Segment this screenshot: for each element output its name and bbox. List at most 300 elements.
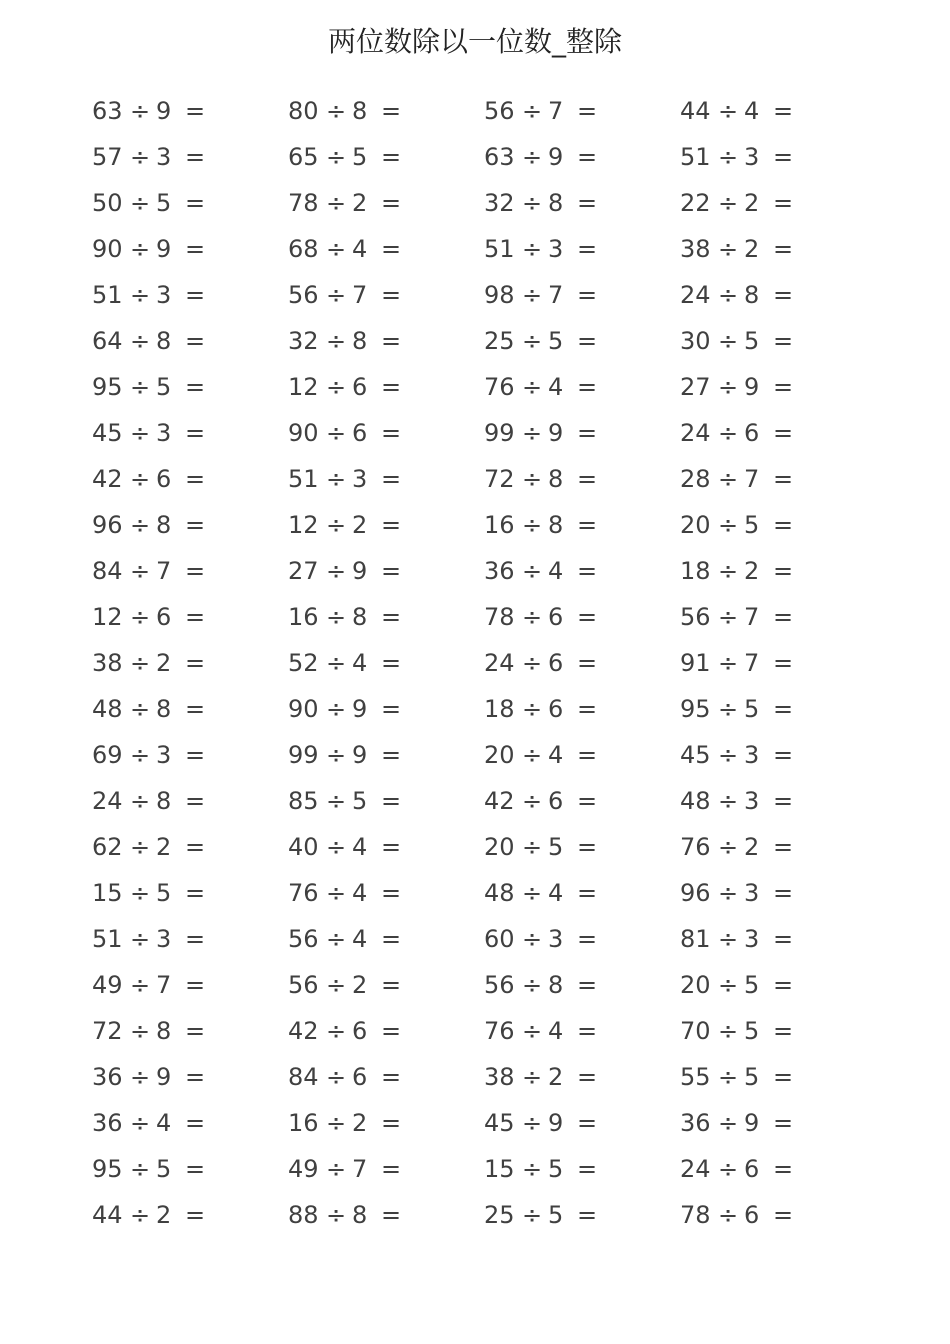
division-problem xyxy=(484,1196,680,1242)
division-problem xyxy=(680,276,876,322)
equals-sign: = xyxy=(577,143,598,171)
equals-sign: = xyxy=(381,97,402,125)
divisor: 6 xyxy=(156,465,172,493)
division-problem xyxy=(288,1058,484,1104)
division-problem xyxy=(288,690,484,736)
equals-sign: = xyxy=(773,235,794,263)
divisor: 5 xyxy=(548,1155,564,1183)
divisor: 6 xyxy=(744,1201,760,1229)
equals-sign: = xyxy=(577,1017,598,1045)
equals-sign: = xyxy=(185,925,206,953)
dividend: 95 xyxy=(680,695,711,723)
dividend: 78 xyxy=(288,189,319,217)
equals-sign: = xyxy=(381,327,402,355)
dividend: 36 xyxy=(92,1109,123,1137)
equals-sign: = xyxy=(185,235,206,263)
equals-sign: = xyxy=(773,971,794,999)
equals-sign: = xyxy=(773,465,794,493)
division-sign: ÷ xyxy=(522,695,543,723)
divisor: 5 xyxy=(744,511,760,539)
division-problem xyxy=(680,1058,876,1104)
divisor: 9 xyxy=(352,695,368,723)
division-sign: ÷ xyxy=(326,1017,347,1045)
dividend: 76 xyxy=(680,833,711,861)
division-problem xyxy=(288,1150,484,1196)
division-sign: ÷ xyxy=(522,281,543,309)
division-sign: ÷ xyxy=(718,971,739,999)
division-sign: ÷ xyxy=(130,373,151,401)
equals-sign: = xyxy=(773,787,794,815)
division-sign: ÷ xyxy=(130,557,151,585)
equals-sign: = xyxy=(185,833,206,861)
equals-sign: = xyxy=(185,465,206,493)
division-sign: ÷ xyxy=(130,741,151,769)
equals-sign: = xyxy=(577,833,598,861)
division-problem xyxy=(484,920,680,966)
dividend: 36 xyxy=(92,1063,123,1091)
dividend: 24 xyxy=(484,649,515,677)
equals-sign: = xyxy=(185,557,206,585)
divisor: 5 xyxy=(548,327,564,355)
divisor: 6 xyxy=(156,603,172,631)
dividend: 60 xyxy=(484,925,515,953)
divisor: 7 xyxy=(156,971,172,999)
dividend: 84 xyxy=(288,1063,319,1091)
division-sign: ÷ xyxy=(522,1017,543,1045)
division-problem xyxy=(92,184,288,230)
dividend: 64 xyxy=(92,327,123,355)
divisor: 3 xyxy=(744,741,760,769)
divisor: 4 xyxy=(352,925,368,953)
dividend: 98 xyxy=(484,281,515,309)
division-sign: ÷ xyxy=(326,235,347,263)
dividend: 42 xyxy=(92,465,123,493)
division-problem xyxy=(484,828,680,874)
division-problem xyxy=(484,1012,680,1058)
divisor: 2 xyxy=(744,235,760,263)
division-sign: ÷ xyxy=(326,879,347,907)
division-problem xyxy=(680,414,876,460)
division-sign: ÷ xyxy=(326,97,347,125)
dividend: 20 xyxy=(680,971,711,999)
divisor: 9 xyxy=(548,1109,564,1137)
equals-sign: = xyxy=(773,925,794,953)
divisor: 5 xyxy=(352,787,368,815)
division-sign: ÷ xyxy=(718,281,739,309)
dividend: 51 xyxy=(680,143,711,171)
dividend: 91 xyxy=(680,649,711,677)
dividend: 90 xyxy=(288,419,319,447)
division-problem xyxy=(484,92,680,138)
dividend: 32 xyxy=(288,327,319,355)
dividend: 72 xyxy=(484,465,515,493)
division-problem xyxy=(92,368,288,414)
division-sign: ÷ xyxy=(130,1063,151,1091)
division-sign: ÷ xyxy=(718,925,739,953)
equals-sign: = xyxy=(577,1063,598,1091)
dividend: 78 xyxy=(680,1201,711,1229)
division-problem xyxy=(92,460,288,506)
equals-sign: = xyxy=(577,373,598,401)
dividend: 28 xyxy=(680,465,711,493)
equals-sign: = xyxy=(381,511,402,539)
division-sign: ÷ xyxy=(130,925,151,953)
divisor: 7 xyxy=(744,649,760,677)
division-sign: ÷ xyxy=(522,1155,543,1183)
division-problem xyxy=(92,644,288,690)
equals-sign: = xyxy=(577,603,598,631)
dividend: 80 xyxy=(288,97,319,125)
division-problem xyxy=(92,138,288,184)
equals-sign: = xyxy=(773,143,794,171)
divisor: 8 xyxy=(548,465,564,493)
division-sign: ÷ xyxy=(130,971,151,999)
equals-sign: = xyxy=(577,281,598,309)
dividend: 84 xyxy=(92,557,123,585)
division-sign: ÷ xyxy=(718,143,739,171)
dividend: 45 xyxy=(484,1109,515,1137)
equals-sign: = xyxy=(381,465,402,493)
division-sign: ÷ xyxy=(718,1155,739,1183)
division-sign: ÷ xyxy=(522,1109,543,1137)
division-problem xyxy=(288,414,484,460)
equals-sign: = xyxy=(773,281,794,309)
division-sign: ÷ xyxy=(522,787,543,815)
division-problem xyxy=(92,690,288,736)
division-problem xyxy=(92,506,288,552)
dividend: 78 xyxy=(484,603,515,631)
dividend: 48 xyxy=(484,879,515,907)
divisor: 2 xyxy=(352,971,368,999)
divisor: 5 xyxy=(156,189,172,217)
division-sign: ÷ xyxy=(522,557,543,585)
division-problem xyxy=(680,460,876,506)
dividend: 88 xyxy=(288,1201,319,1229)
divisor: 2 xyxy=(352,189,368,217)
equals-sign: = xyxy=(773,1201,794,1229)
division-sign: ÷ xyxy=(130,419,151,447)
division-problem xyxy=(288,966,484,1012)
divisor: 3 xyxy=(744,143,760,171)
division-sign: ÷ xyxy=(326,419,347,447)
division-problem xyxy=(92,736,288,782)
divisor: 8 xyxy=(156,695,172,723)
division-problem xyxy=(92,552,288,598)
divisor: 8 xyxy=(352,97,368,125)
divisor: 8 xyxy=(352,1201,368,1229)
dividend: 56 xyxy=(484,97,515,125)
division-sign: ÷ xyxy=(326,557,347,585)
equals-sign: = xyxy=(577,419,598,447)
dividend: 45 xyxy=(680,741,711,769)
divisor: 2 xyxy=(744,833,760,861)
division-sign: ÷ xyxy=(522,603,543,631)
equals-sign: = xyxy=(381,557,402,585)
dividend: 76 xyxy=(288,879,319,907)
division-problem xyxy=(92,1104,288,1150)
division-sign: ÷ xyxy=(718,465,739,493)
division-problem xyxy=(288,782,484,828)
dividend: 99 xyxy=(484,419,515,447)
dividend: 27 xyxy=(288,557,319,585)
divisor: 4 xyxy=(156,1109,172,1137)
divisor: 4 xyxy=(548,557,564,585)
divisor: 6 xyxy=(744,1155,760,1183)
equals-sign: = xyxy=(773,1155,794,1183)
equals-sign: = xyxy=(381,419,402,447)
division-problem xyxy=(680,644,876,690)
division-sign: ÷ xyxy=(326,833,347,861)
divisor: 8 xyxy=(548,971,564,999)
division-sign: ÷ xyxy=(522,235,543,263)
divisor: 2 xyxy=(744,557,760,585)
division-sign: ÷ xyxy=(326,741,347,769)
equals-sign: = xyxy=(381,603,402,631)
division-problem xyxy=(680,230,876,276)
divisor: 2 xyxy=(156,649,172,677)
divisor: 3 xyxy=(744,787,760,815)
dividend: 49 xyxy=(288,1155,319,1183)
equals-sign: = xyxy=(381,741,402,769)
division-sign: ÷ xyxy=(130,143,151,171)
divisor: 9 xyxy=(744,1109,760,1137)
equals-sign: = xyxy=(381,143,402,171)
equals-sign: = xyxy=(381,833,402,861)
dividend: 56 xyxy=(680,603,711,631)
dividend: 48 xyxy=(92,695,123,723)
equals-sign: = xyxy=(577,695,598,723)
division-problem xyxy=(484,230,680,276)
divisor: 5 xyxy=(156,373,172,401)
divisor: 5 xyxy=(156,1155,172,1183)
equals-sign: = xyxy=(185,879,206,907)
division-problem xyxy=(288,874,484,920)
divisor: 4 xyxy=(744,97,760,125)
division-problem xyxy=(680,598,876,644)
divisor: 9 xyxy=(744,373,760,401)
dividend: 18 xyxy=(484,695,515,723)
division-sign: ÷ xyxy=(522,419,543,447)
division-problem xyxy=(680,138,876,184)
equals-sign: = xyxy=(185,143,206,171)
dividend: 55 xyxy=(680,1063,711,1091)
division-problem xyxy=(680,874,876,920)
dividend: 70 xyxy=(680,1017,711,1045)
division-problem xyxy=(680,1150,876,1196)
division-sign: ÷ xyxy=(326,1155,347,1183)
equals-sign: = xyxy=(773,741,794,769)
division-problem xyxy=(92,920,288,966)
divisor: 8 xyxy=(548,189,564,217)
divisor: 6 xyxy=(548,603,564,631)
division-problem xyxy=(484,506,680,552)
division-sign: ÷ xyxy=(326,971,347,999)
divisor: 2 xyxy=(744,189,760,217)
division-problem xyxy=(484,782,680,828)
division-sign: ÷ xyxy=(718,235,739,263)
division-sign: ÷ xyxy=(718,97,739,125)
dividend: 12 xyxy=(92,603,123,631)
dividend: 63 xyxy=(484,143,515,171)
dividend: 30 xyxy=(680,327,711,355)
divisor: 6 xyxy=(548,649,564,677)
divisor: 6 xyxy=(352,419,368,447)
division-sign: ÷ xyxy=(718,603,739,631)
division-problem xyxy=(680,552,876,598)
divisor: 5 xyxy=(352,143,368,171)
division-problem xyxy=(288,1104,484,1150)
dividend: 85 xyxy=(288,787,319,815)
division-sign: ÷ xyxy=(326,649,347,677)
equals-sign: = xyxy=(185,603,206,631)
division-sign: ÷ xyxy=(522,511,543,539)
division-sign: ÷ xyxy=(522,649,543,677)
division-sign: ÷ xyxy=(130,1017,151,1045)
dividend: 56 xyxy=(288,281,319,309)
division-sign: ÷ xyxy=(130,787,151,815)
equals-sign: = xyxy=(381,189,402,217)
divisor: 3 xyxy=(156,143,172,171)
divisor: 3 xyxy=(548,925,564,953)
divisor: 3 xyxy=(744,925,760,953)
division-problem xyxy=(288,322,484,368)
division-problem xyxy=(288,598,484,644)
equals-sign: = xyxy=(773,833,794,861)
dividend: 56 xyxy=(288,971,319,999)
division-problem xyxy=(92,92,288,138)
equals-sign: = xyxy=(577,235,598,263)
equals-sign: = xyxy=(773,373,794,401)
dividend: 16 xyxy=(288,1109,319,1137)
division-sign: ÷ xyxy=(718,327,739,355)
division-problem xyxy=(288,368,484,414)
equals-sign: = xyxy=(577,971,598,999)
division-sign: ÷ xyxy=(130,695,151,723)
division-problem xyxy=(680,1012,876,1058)
dividend: 38 xyxy=(92,649,123,677)
dividend: 12 xyxy=(288,511,319,539)
divisor: 5 xyxy=(744,1063,760,1091)
dividend: 32 xyxy=(484,189,515,217)
equals-sign: = xyxy=(185,1063,206,1091)
division-sign: ÷ xyxy=(326,603,347,631)
equals-sign: = xyxy=(185,97,206,125)
division-sign: ÷ xyxy=(130,235,151,263)
dividend: 57 xyxy=(92,143,123,171)
division-sign: ÷ xyxy=(130,465,151,493)
division-sign: ÷ xyxy=(522,879,543,907)
equals-sign: = xyxy=(773,1063,794,1091)
divisor: 4 xyxy=(352,833,368,861)
dividend: 20 xyxy=(484,833,515,861)
dividend: 45 xyxy=(92,419,123,447)
divisor: 6 xyxy=(744,419,760,447)
equals-sign: = xyxy=(773,603,794,631)
dividend: 50 xyxy=(92,189,123,217)
divisor: 6 xyxy=(548,787,564,815)
equals-sign: = xyxy=(773,879,794,907)
divisor: 2 xyxy=(156,1201,172,1229)
division-sign: ÷ xyxy=(130,879,151,907)
divisor: 3 xyxy=(156,925,172,953)
dividend: 20 xyxy=(484,741,515,769)
division-problem xyxy=(484,138,680,184)
division-sign: ÷ xyxy=(326,925,347,953)
division-problem xyxy=(92,782,288,828)
divisor: 7 xyxy=(156,557,172,585)
divisor: 4 xyxy=(548,879,564,907)
division-sign: ÷ xyxy=(718,419,739,447)
division-problem xyxy=(288,276,484,322)
dividend: 44 xyxy=(92,1201,123,1229)
division-problem xyxy=(92,1058,288,1104)
division-sign: ÷ xyxy=(522,1063,543,1091)
division-sign: ÷ xyxy=(718,695,739,723)
dividend: 24 xyxy=(680,1155,711,1183)
equals-sign: = xyxy=(577,327,598,355)
division-problem xyxy=(92,966,288,1012)
dividend: 38 xyxy=(680,235,711,263)
divisor: 8 xyxy=(156,327,172,355)
dividend: 16 xyxy=(484,511,515,539)
equals-sign: = xyxy=(577,511,598,539)
equals-sign: = xyxy=(185,649,206,677)
division-sign: ÷ xyxy=(326,465,347,493)
divisor: 5 xyxy=(744,695,760,723)
dividend: 25 xyxy=(484,327,515,355)
division-sign: ÷ xyxy=(718,879,739,907)
equals-sign: = xyxy=(577,741,598,769)
divisor: 5 xyxy=(744,1017,760,1045)
equals-sign: = xyxy=(577,557,598,585)
equals-sign: = xyxy=(773,419,794,447)
division-problem xyxy=(484,1104,680,1150)
division-sign: ÷ xyxy=(522,97,543,125)
division-sign: ÷ xyxy=(718,787,739,815)
division-problem xyxy=(288,506,484,552)
division-problem xyxy=(288,828,484,874)
divisor: 7 xyxy=(548,281,564,309)
dividend: 63 xyxy=(92,97,123,125)
division-sign: ÷ xyxy=(326,1201,347,1229)
divisor: 6 xyxy=(352,1063,368,1091)
dividend: 15 xyxy=(484,1155,515,1183)
dividend: 42 xyxy=(288,1017,319,1045)
division-sign: ÷ xyxy=(326,1109,347,1137)
equals-sign: = xyxy=(577,1155,598,1183)
dividend: 56 xyxy=(484,971,515,999)
division-sign: ÷ xyxy=(522,189,543,217)
division-problem xyxy=(92,874,288,920)
equals-sign: = xyxy=(185,1017,206,1045)
division-problem xyxy=(484,460,680,506)
divisor: 7 xyxy=(744,465,760,493)
divisor: 7 xyxy=(352,281,368,309)
dividend: 42 xyxy=(484,787,515,815)
division-sign: ÷ xyxy=(130,511,151,539)
divisor: 4 xyxy=(352,649,368,677)
equals-sign: = xyxy=(381,1155,402,1183)
division-problem xyxy=(92,1196,288,1242)
divisor: 4 xyxy=(548,741,564,769)
dividend: 40 xyxy=(288,833,319,861)
divisor: 8 xyxy=(548,511,564,539)
dividend: 25 xyxy=(484,1201,515,1229)
division-problem xyxy=(680,322,876,368)
division-problem xyxy=(484,414,680,460)
dividend: 24 xyxy=(92,787,123,815)
divisor: 8 xyxy=(156,1017,172,1045)
